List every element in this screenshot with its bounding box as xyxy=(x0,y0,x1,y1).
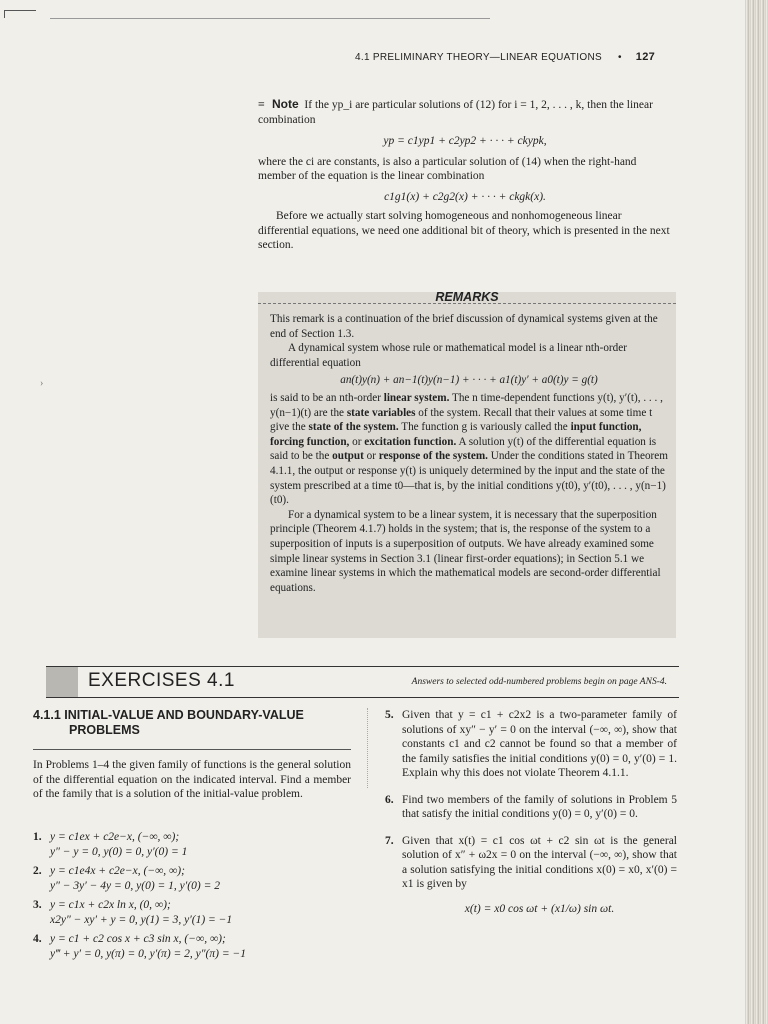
scan-mark xyxy=(4,10,36,11)
section-rule xyxy=(33,749,351,750)
header-bullet: • xyxy=(617,52,622,63)
problem-6: 6. Find two members of the family of solutions in Problem 5 that satisfy the initial conditions y(0) = 0, y′(0) = 0. xyxy=(385,793,677,820)
problem-list xyxy=(33,830,351,961)
exercises-title: EXERCISES 4.1 xyxy=(88,670,235,691)
left-column xyxy=(33,708,351,738)
note-text: If the yp_i are particular solutions of (12) for i = 1, 2, . . . , k, then the linear combination xyxy=(258,99,653,126)
problem-1: 1. y = c1ex + c2e−x, (−∞, ∞); y″ − y = 0, y(0) = 0, y′(0) = 1 xyxy=(33,831,188,858)
problem-7: 7. Given that x(t) = c1 cos ωt + c2 sin ωt is the general solution of x″ + ω2x = 0 on the interval (−∞, ∞), show that a solution satisfying the initial conditions x(0) = x0, x′(0) = x1 is given by x(t) = x0 cos ωt + (x1/ω) sin ωt. xyxy=(385,834,677,915)
page-edge xyxy=(745,0,768,1024)
remarks-paragraph: This remark is a continuation of the brief discussion of dynamical systems given at the end of Section 1.3. xyxy=(270,313,658,340)
section-title: 4.1.1 INITIAL-VALUE AND BOUNDARY-VALUE PROBLEMS xyxy=(33,708,304,737)
remarks-body xyxy=(270,312,668,595)
section-heading: 4.1 PRELIMINARY THEORY—LINEAR EQUATIONS xyxy=(355,52,602,63)
problem-7-equation: x(t) = x0 cos ωt + (x1/ω) sin ωt. xyxy=(464,902,615,915)
exercise-intro: In Problems 1–4 the given family of functions is the general solution of the differential equation on the indicated interval. Find a member of the family that is a solution of the initial-value problem. xyxy=(33,759,351,800)
margin-mark: › xyxy=(40,378,44,389)
remarks-equation: an(t)y(n) + an−1(t)y(n−1) + · · · + a1(t)y′ + a0(t)y = g(t) xyxy=(340,374,598,387)
remarks-paragraph: is said to be an nth-order linear system. The n time-dependent functions y(t), y′(t), . . . , y(n−1)(t) are the state variables of the system. Recall that their values at some time t give the state of the system. The function g is variously called the input function, forcing function, or excitation function. A solution y(t) of the differential equation is said to be the output or response of the system. Under the conditions stated in Theorem 4.1.1, the output or response y(t) is uniquely determined by the input and the state of the system prescribed at a time t0—that is, by the initial conditions y(t0), y′(t0), . . . , y(n−1)(t0). xyxy=(270,391,668,507)
running-header xyxy=(355,51,655,63)
note-block xyxy=(258,97,672,253)
scan-mark xyxy=(4,10,5,18)
note-equation: yp = c1yp1 + c2yp2 + · · · + ckypk, xyxy=(383,135,547,147)
page-number: 127 xyxy=(635,51,656,63)
remarks-paragraph: For a dynamical system to be a linear system, it is necessary that the superposition principle (Theorem 4.1.7) holds in the system; that is, the response of the system to a superposition of inputs is a superposition of outputs. We have already examined some simple linear systems in Section 3.1 (linear first-order equations); in Section 5.1 we examine linear systems in which the mathematical models are second-order differential equations. xyxy=(270,508,661,594)
problem-4: 4. y = c1 + c2 cos x + c3 sin x, (−∞, ∞); y‴ + y′ = 0, y(π) = 0, y′(π) = 2, y″(π) = −1 xyxy=(33,933,246,960)
problem-5: 5. Given that y = c1 + c2x2 is a two-parameter family of solutions of xy″ − y′ = 0 on the interval (−∞, ∞), show that constants c1 and c2 cannot be found so that a member of the family satisfies the initial conditions y(0) = 0, y′(0) = 1. Explain why this does not violate Theorem 4.1.1. xyxy=(385,709,677,779)
note-label: Note xyxy=(272,97,299,111)
problem-2: 2. y = c1e4x + c2e−x, (−∞, ∞); y″ − 3y′ − 4y = 0, y(0) = 1, y′(0) = 2 xyxy=(33,865,220,892)
right-column xyxy=(385,708,677,916)
exercises-bar xyxy=(46,666,679,698)
body-paragraph: Before we actually start solving homogeneous and nonhomogeneous linear differential equations, we need one additional bit of theory, which is presented in the next section. xyxy=(258,210,670,251)
remarks-paragraph: A dynamical system whose rule or mathematical model is a linear nth-order differential equation xyxy=(270,342,627,369)
answers-note: Answers to selected odd-numbered problems begin on page ANS-4. xyxy=(411,677,667,687)
note-paragraph xyxy=(258,97,672,127)
exercises-box xyxy=(46,667,78,697)
remarks-box xyxy=(258,292,676,638)
remarks-title: REMARKS xyxy=(435,290,499,304)
problem-3: 3. y = c1x + c2x ln x, (0, ∞); x2y″ − xy′ + y = 0, y(1) = 3, y′(1) = −1 xyxy=(33,899,233,926)
scan-dots xyxy=(367,708,371,788)
note-icon: ≡ xyxy=(258,97,265,111)
note-text-2: where the ci are constants, is also a particular solution of (14) when the right-hand member of the equation is the linear combination xyxy=(258,155,637,182)
note-equation-2: c1g1(x) + c2g2(x) + · · · + ckgk(x). xyxy=(384,190,546,203)
scan-line xyxy=(50,18,490,19)
remarks-rule xyxy=(258,303,676,304)
